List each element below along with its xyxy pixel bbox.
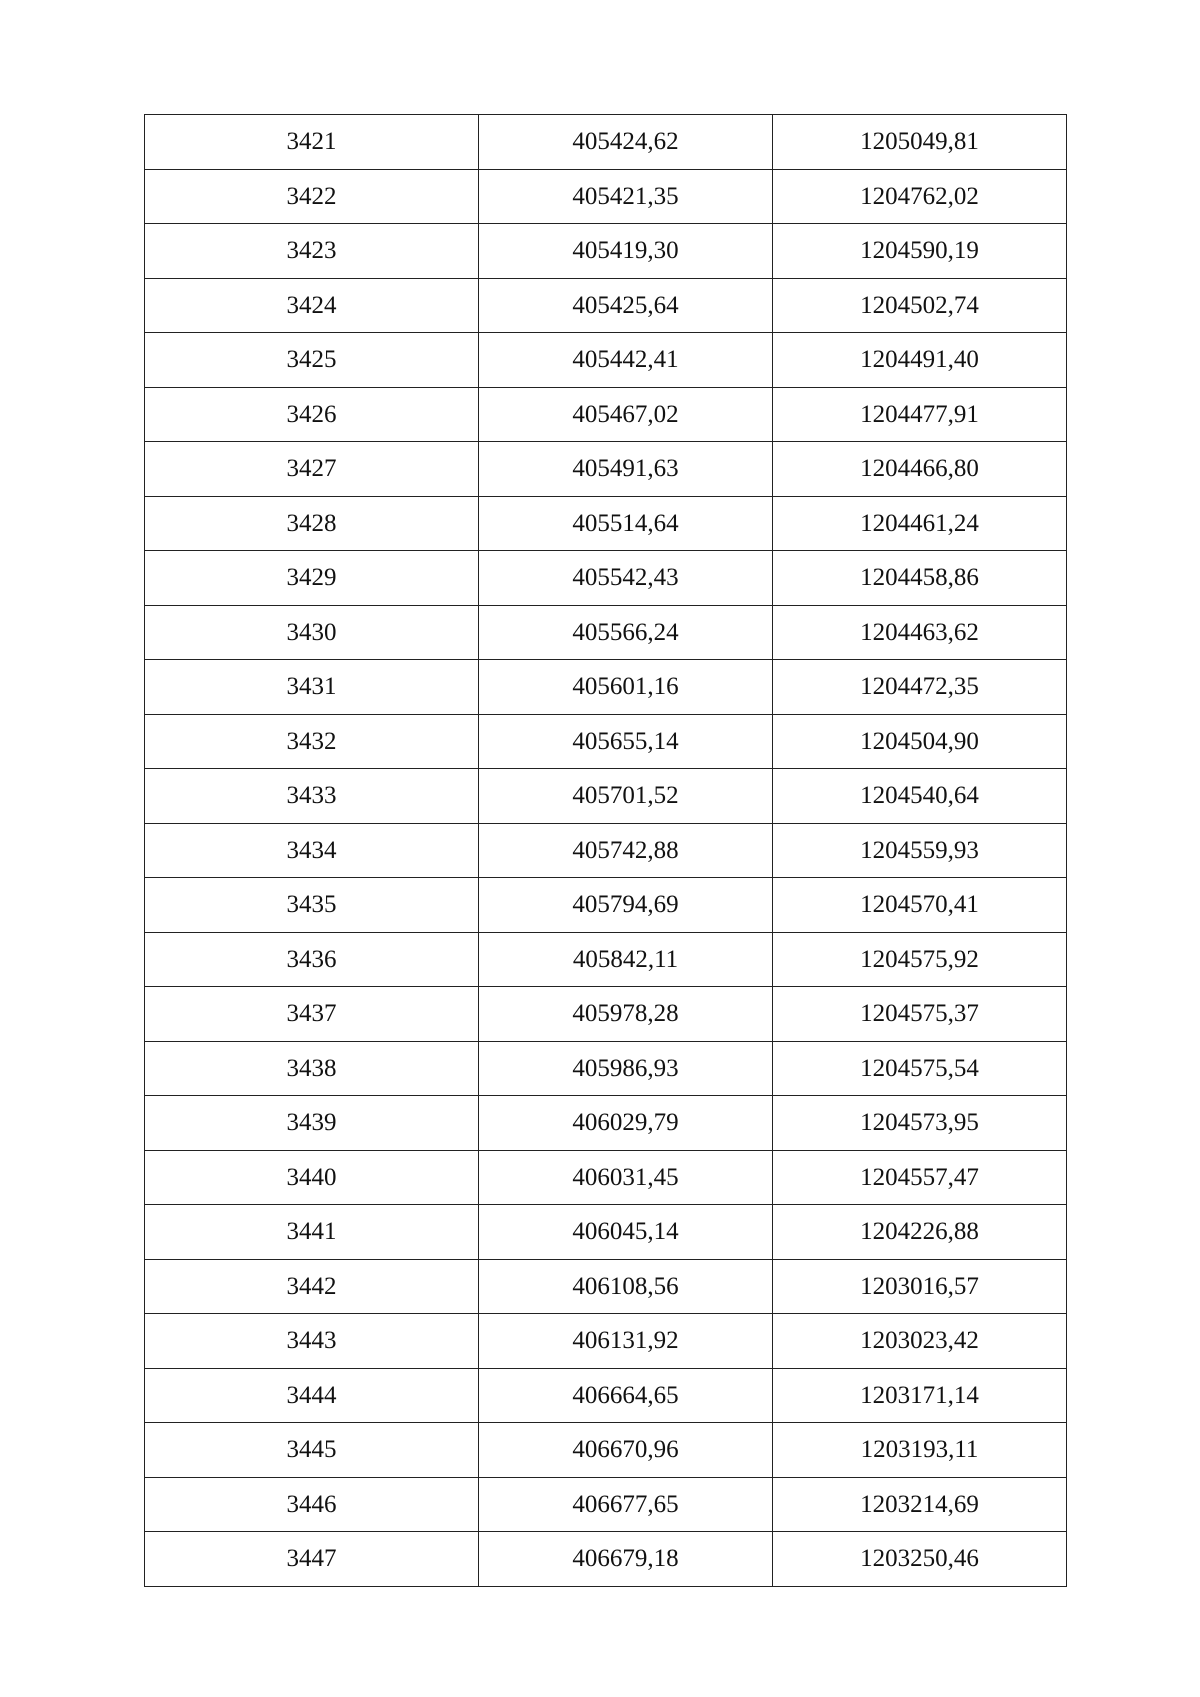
point-number-cell: 3446 (145, 1477, 479, 1532)
x-coordinate-cell: 406670,96 (479, 1423, 773, 1478)
y-coordinate-cell: 1204573,95 (773, 1096, 1067, 1151)
y-coordinate-cell: 1204504,90 (773, 714, 1067, 769)
x-coordinate-cell: 405701,52 (479, 769, 773, 824)
point-number-cell: 3438 (145, 1041, 479, 1096)
y-coordinate-cell: 1204458,86 (773, 551, 1067, 606)
table-row (145, 1368, 1067, 1423)
point-number-cell: 3431 (145, 660, 479, 715)
point-number-cell: 3427 (145, 442, 479, 497)
table-row (145, 442, 1067, 497)
x-coordinate-cell: 406031,45 (479, 1150, 773, 1205)
point-number-cell: 3434 (145, 823, 479, 878)
table-row (145, 660, 1067, 715)
point-number-cell: 3440 (145, 1150, 479, 1205)
y-coordinate-cell: 1204226,88 (773, 1205, 1067, 1260)
y-coordinate-cell: 1204502,74 (773, 278, 1067, 333)
table-row (145, 769, 1067, 824)
point-number-cell: 3443 (145, 1314, 479, 1369)
x-coordinate-cell: 405842,11 (479, 932, 773, 987)
x-coordinate-cell: 406029,79 (479, 1096, 773, 1151)
point-number-cell: 3439 (145, 1096, 479, 1151)
x-coordinate-cell: 405986,93 (479, 1041, 773, 1096)
y-coordinate-cell: 1204491,40 (773, 333, 1067, 388)
y-coordinate-cell: 1204477,91 (773, 387, 1067, 442)
x-coordinate-cell: 405601,16 (479, 660, 773, 715)
point-number-cell: 3447 (145, 1532, 479, 1587)
table-row (145, 823, 1067, 878)
point-number-cell: 3423 (145, 224, 479, 279)
y-coordinate-cell: 1203023,42 (773, 1314, 1067, 1369)
x-coordinate-cell: 406045,14 (479, 1205, 773, 1260)
point-number-cell: 3433 (145, 769, 479, 824)
table-row (145, 1041, 1067, 1096)
x-coordinate-cell: 406108,56 (479, 1259, 773, 1314)
table-row (145, 1096, 1067, 1151)
table-row (145, 1532, 1067, 1587)
y-coordinate-cell: 1203016,57 (773, 1259, 1067, 1314)
y-coordinate-cell: 1204472,35 (773, 660, 1067, 715)
x-coordinate-cell: 405467,02 (479, 387, 773, 442)
x-coordinate-cell: 406131,92 (479, 1314, 773, 1369)
x-coordinate-cell: 405425,64 (479, 278, 773, 333)
x-coordinate-cell: 405421,35 (479, 169, 773, 224)
point-number-cell: 3422 (145, 169, 479, 224)
y-coordinate-cell: 1204762,02 (773, 169, 1067, 224)
point-number-cell: 3436 (145, 932, 479, 987)
table-row (145, 1205, 1067, 1260)
table-row (145, 387, 1067, 442)
point-number-cell: 3424 (145, 278, 479, 333)
x-coordinate-cell: 405566,24 (479, 605, 773, 660)
y-coordinate-cell: 1204575,37 (773, 987, 1067, 1042)
table-row (145, 333, 1067, 388)
point-number-cell: 3429 (145, 551, 479, 606)
y-coordinate-cell: 1203193,11 (773, 1423, 1067, 1478)
table-row (145, 1259, 1067, 1314)
x-coordinate-cell: 406679,18 (479, 1532, 773, 1587)
table-row (145, 551, 1067, 606)
x-coordinate-cell: 405655,14 (479, 714, 773, 769)
point-number-cell: 3445 (145, 1423, 479, 1478)
table-row (145, 278, 1067, 333)
table-row (145, 115, 1067, 170)
x-coordinate-cell: 405742,88 (479, 823, 773, 878)
point-number-cell: 3437 (145, 987, 479, 1042)
table-row (145, 932, 1067, 987)
point-number-cell: 3444 (145, 1368, 479, 1423)
point-number-cell: 3435 (145, 878, 479, 933)
x-coordinate-cell: 405542,43 (479, 551, 773, 606)
y-coordinate-cell: 1203214,69 (773, 1477, 1067, 1532)
point-number-cell: 3441 (145, 1205, 479, 1260)
point-number-cell: 3432 (145, 714, 479, 769)
point-number-cell: 3421 (145, 115, 479, 170)
table-row (145, 1477, 1067, 1532)
x-coordinate-cell: 406677,65 (479, 1477, 773, 1532)
y-coordinate-cell: 1204540,64 (773, 769, 1067, 824)
point-number-cell: 3430 (145, 605, 479, 660)
table-row (145, 714, 1067, 769)
x-coordinate-cell: 405424,62 (479, 115, 773, 170)
x-coordinate-cell: 405794,69 (479, 878, 773, 933)
y-coordinate-cell: 1204557,47 (773, 1150, 1067, 1205)
y-coordinate-cell: 1203250,46 (773, 1532, 1067, 1587)
point-number-cell: 3442 (145, 1259, 479, 1314)
table-row (145, 605, 1067, 660)
y-coordinate-cell: 1204466,80 (773, 442, 1067, 497)
point-number-cell: 3425 (145, 333, 479, 388)
point-number-cell: 3428 (145, 496, 479, 551)
table-row (145, 169, 1067, 224)
y-coordinate-cell: 1204575,54 (773, 1041, 1067, 1096)
table-row (145, 1423, 1067, 1478)
y-coordinate-cell: 1204559,93 (773, 823, 1067, 878)
y-coordinate-cell: 1204461,24 (773, 496, 1067, 551)
y-coordinate-cell: 1203171,14 (773, 1368, 1067, 1423)
x-coordinate-cell: 405442,41 (479, 333, 773, 388)
table-row (145, 1150, 1067, 1205)
x-coordinate-cell: 405419,30 (479, 224, 773, 279)
x-coordinate-cell: 406664,65 (479, 1368, 773, 1423)
table-row (145, 496, 1067, 551)
coordinates-table (144, 114, 1067, 1587)
point-number-cell: 3426 (145, 387, 479, 442)
table-row (145, 224, 1067, 279)
y-coordinate-cell: 1204463,62 (773, 605, 1067, 660)
table-row (145, 1314, 1067, 1369)
table-row (145, 878, 1067, 933)
y-coordinate-cell: 1204575,92 (773, 932, 1067, 987)
y-coordinate-cell: 1205049,81 (773, 115, 1067, 170)
y-coordinate-cell: 1204590,19 (773, 224, 1067, 279)
y-coordinate-cell: 1204570,41 (773, 878, 1067, 933)
table-row (145, 987, 1067, 1042)
x-coordinate-cell: 405491,63 (479, 442, 773, 497)
x-coordinate-cell: 405514,64 (479, 496, 773, 551)
x-coordinate-cell: 405978,28 (479, 987, 773, 1042)
coordinates-table-body (145, 115, 1067, 1587)
